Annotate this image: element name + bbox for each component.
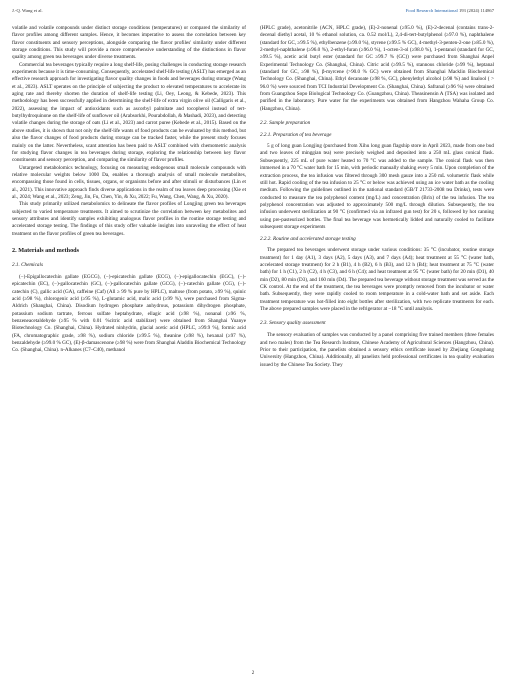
header-journal-info	[406, 8, 494, 13]
paragraph: 5 g of long guan Longjing (purchased from Xihu long guan flagship store in April 2023, made from one bud and two leaves of minggian tea) were precisely weighed and deposited into a 250 mL glass conical flask. Subsequently, 225 mL of pure water heated to 70 °C was added to the sample. The conical flask was then immersed in a 70 °C water bath for 15 min, with periodic manually shaking every 5 min. Upon completion of the extraction process, the tea infusion was filtered through 300 mesh gauze into a 250 mL volumetric flask while still hot. Rapid cooling of the tea infusion to 25 °C or below was achieved using an ice water bath as the cooling medium. Following the guidelines outlined in the national standard (GB/T 21733-2008 tea Drinks), tests were conducted to measure the tea polyphenol content (mg/L) and concentration (Brix) of the tea infusion. The tea polyphenol concentration was adjusted to approximately 500 mg/L through dilution. Subsequently, the tea infusion underwent sterilization at 90 °C (confirmed via an infrared gun test) for 20 s, followed by hot canning using pre-pasteurized bottles. The final tea beverage was hermetically lidded and naturally cooled to facilitate subsequent storage experiments	[260, 143, 494, 230]
page-number: 2	[251, 671, 255, 676]
header-volume: 193 (2024) 114867	[458, 8, 494, 13]
paragraph: Untargeted metabolomics technology, focusing on measuring endogenous small molecule compounds with relative molecular weights below 1000 Da, enables a thorough analysis of small molecule metabolites, encompassing those found in cells, tissues, organs, or organisms before and after stimuli or disturbances (Lin et al., 2021). This innovative approach finds diverse applications in the realm of tea leaves deep processing (Xie et al., 2024; Wang et al., 2023; Zeng, Jin, Fu, Chen, Yin, & Xu, 2022; Fu, Wang, Chen, Wang, & Xu, 2020).	[12, 164, 246, 200]
paragraph: The sensory evaluation of samples was conducted by a panel comprising five trained members (three females and two males) from the Tea Research Institute, Chinese Academy of Agricultural Sciences (Hangzhou, China). Prior to their participation, the panelists obtained a sensory ethics certificate issued by Zhejiang Gongshang University (Hangzhou, China). Additionally, all panelists held professional certificates in tea quality evaluation issued by the Chinese Tea Society. They	[260, 332, 494, 368]
paragraph: This study primarily utilized metabolomics to delineate the flavor profiles of Longjing green tea beverages subjected to varied temperature treatments. It aimed to scrutinize the correlation between key metabolites and sensory attributes and identify samples exhibiting analogous flavor profiles in the routine storage testing and accelerated storage testing. The findings of this study offer valuable insights into unraveling the effect of heat treatment on the flavor profiles of green tea beverages.	[12, 201, 246, 237]
header-authors: J.-Q. Wang et al.	[12, 8, 43, 13]
header-journal[interactable]: Food Research International	[405, 8, 458, 13]
running-header	[12, 8, 494, 18]
paragraph: The prepared tea beverages underwent storage under various conditions: 35 °C (incubator, routine storage treatment) for 1 day (A1), 3 days (A2), 5 days (A3), and 7 days (A4); heat treatment at 55 °C (water bath, accelerated storage treatment) for 2 h (B1), 4 h (B2), 6 h (B3), and 12 h (B4); heat treatment at 75 °C (water bath) for 1 h (C1), 2 h (C2), 4 h (C3), and 6 h (C4); and heat treatment at 95 °C (water bath) for 20 min (D1), 40 min (D2), 80 min (D3), and 160 min (D4). The prepared tea beverage without storage treatment was served as the CK control. At the end of the treatment, the tea beverages were promptly removed from the incubator or water bath. Subsequently, they were rapidly cooled to room temperature in a cold-water bath and set aside. Each treatment temperature was hot-filled into eight bottles after sterilization, with two replicate treatments for each. The above prepared samples were placed in the refrigerator at −18 °C until analysis.	[260, 247, 495, 312]
right-column	[260, 25, 494, 369]
section-heading: 2. Materials and methods	[12, 246, 80, 254]
left-column	[12, 25, 246, 355]
subsection-heading: 2.2. Sample preparation	[260, 120, 311, 127]
paragraph: (HPLC grade), acetonitrile (ACN, HPLC grade), (E)-2-nonenal (≥95.0 %), (E)-2-decenal (contains trans-2-decenal diethyl acetal, 10 % ethanol solution, ca. 0.52 mol/L), 2,4-di-tert-butylphenol (≥97.0 %), naphthalene (standard for GC, ≥99.5 %), ethylbenzene (≥99.0 %), styrene (≥99.5 % GC), 4-methyl-3-penten-2-one (≥85.0 %), 2-methyl-naphthalene (≥96.0 %), 2-ethyl-furan (≥96.0 %), 1-octen-3-ol (≥98.0 %), 1-pentanol (standard for GC, ≥99.5 %), acetic acid butyl ester (standard for GC ≥99.7 % (GC)) were purchased from Shanghai Anpel Experimental Technology Co. (Shanghai, China). Citric acid (≥99.5 %), stannous chloride (≥99 %), heptanal (standard for GC, ≥98 %), β-myrcene (>90.0 % GC) were obtained from Shanghai Macklin Biochemical Technology Co. (Shanghai, China). Ethyl decanoate (≥98 %, GC), phenylethyl alcohol (≥98 %) and linalool ( > 96.0 %) were sourced from TCI Industrial Development Co. (Shanghai, China). Safranal (≥96 %) were obtained from Guangzhou Sopo Biological Technology Co. (Guangzhou, China). Theasinensin A (TSA) was isolated and purified in the laboratory. Pure water for the experiments was obtained from Hangzhou Wahaha Group Co. (Hangzhou, China).	[260, 25, 494, 112]
subsubsection-heading: 2.2.2. Routine and accelerated storage testing	[260, 236, 356, 243]
paragraph: Commercial tea beverages typically require a long shelf-life, posing challenges in conducting storage research experiments because it is time-consuming. Consequently, accelerated shelf-life testing (ASLT) has emerged as an effective research approach for investigating flavor quality changes in foods and beverages during storage (Wang et al., 2023). ASLT operates on the principle of subjecting the product to elevated temperatures to accelerate its aging rate and thereby shorten the duration of shelf-life testing (Li, Oey, Leong, & Kebede, 2023). This methodology has been successfully applied in determining the shelf-life of extra virgin olive oil (Calligaris et al., 2022), assessing the impact of antioxidants such as ascorbyl palmitate and tocopherol instead of tert-butylhydroquinone on the shelf-life of sunflower oil (Arabsorkhi, Pourabdollah, & Mashadi, 2023), and detecting volatile changes during the storage of oats (Li et al., 2023) and carrot puree (Kebede et al., 2015). Based on the above studies, it is shown that not only the shelf-life wants of food products can be evaluated by this method, but also the flavor changes of food products during storage can be tracked faster, while the present study focuses mainly on the latter. Nevertheless, scant attention has been paid to ASLT combined with chemometric analysis for studying flavor changes in tea beverages during storage, exploring the relationship between key flavor constituents and sensory perception, and comparing the similarity of flavor profiles.	[12, 61, 246, 164]
subsubsection-heading: 2.2.1. Preparation of tea beverage	[260, 132, 332, 139]
subsection-heading: 2.3. Sensory quality assessment	[260, 320, 326, 327]
paragraph: (−)-Epigallocatechin gallate (EGCG), (−)-epicatechin gallate (ECG), (−)-epigallocatechin (EGC), (−)-epicatechin (EC), (−)-gallocatechin (GC), (−)-gallocatechin gallate (GCG), (−)-catechin gallate (CG), (−)-catechin (C), gallic acid (GA), caffeine (Caf) (All ≥ 99 % pure by HPLC), maltose (from potato, ≥99 %), quinic acid (≥98 %), chlorogenic acid (≥95 %), L-glutamic acid, malic acid (≥99 %), were purchased from Sigma-Aldrich (Shanghai, China). Disodium hydrogen phosphate anhydrous, potassium dihydrogen phosphate, potassium sodium tartrate, ferrous sulfate heptahydrate, ellagic acid (≥98 %), nonanal (≥96 %, benzeneacetaldehyde (≥95 % with 0.01 %citric acid stabilizer) were obtained from Shanghai Yuanye Biotechnology Co. (Shanghai, China). Hydrated ninhydrin, glacial acetic acid (HPLC, ≥99.9 %), formic acid (FA, chromatographic grade, ≥98 %), sodium chloride (≥99.5 %), theanine (≥98 %), hexanal (≥97 %), benzaldehyde (≥99.0 % GC), (E)-β-damascenone (≥98 %) were from Shanghai Aladdin Biochemical Technology Co. (Shanghai, China). n-Alkanes (C7–C40), methanol	[12, 273, 246, 354]
paragraph: volatile and volatile compounds under distinct storage conditions (temperatures) or compared the similarity of flavor profiles among different samples. Hence, it becomes imperative to assess the correlation between key flavor constituents and sensory perceptions, alongside comparing the flavor profiles' similarity under different storage conditions. This study will provide a more comprehensive understanding of the distinctions in flavor quality among green tea beverages under diverse treatments.	[12, 25, 246, 61]
subsection-heading: 2.1. Chemicals	[12, 261, 43, 268]
